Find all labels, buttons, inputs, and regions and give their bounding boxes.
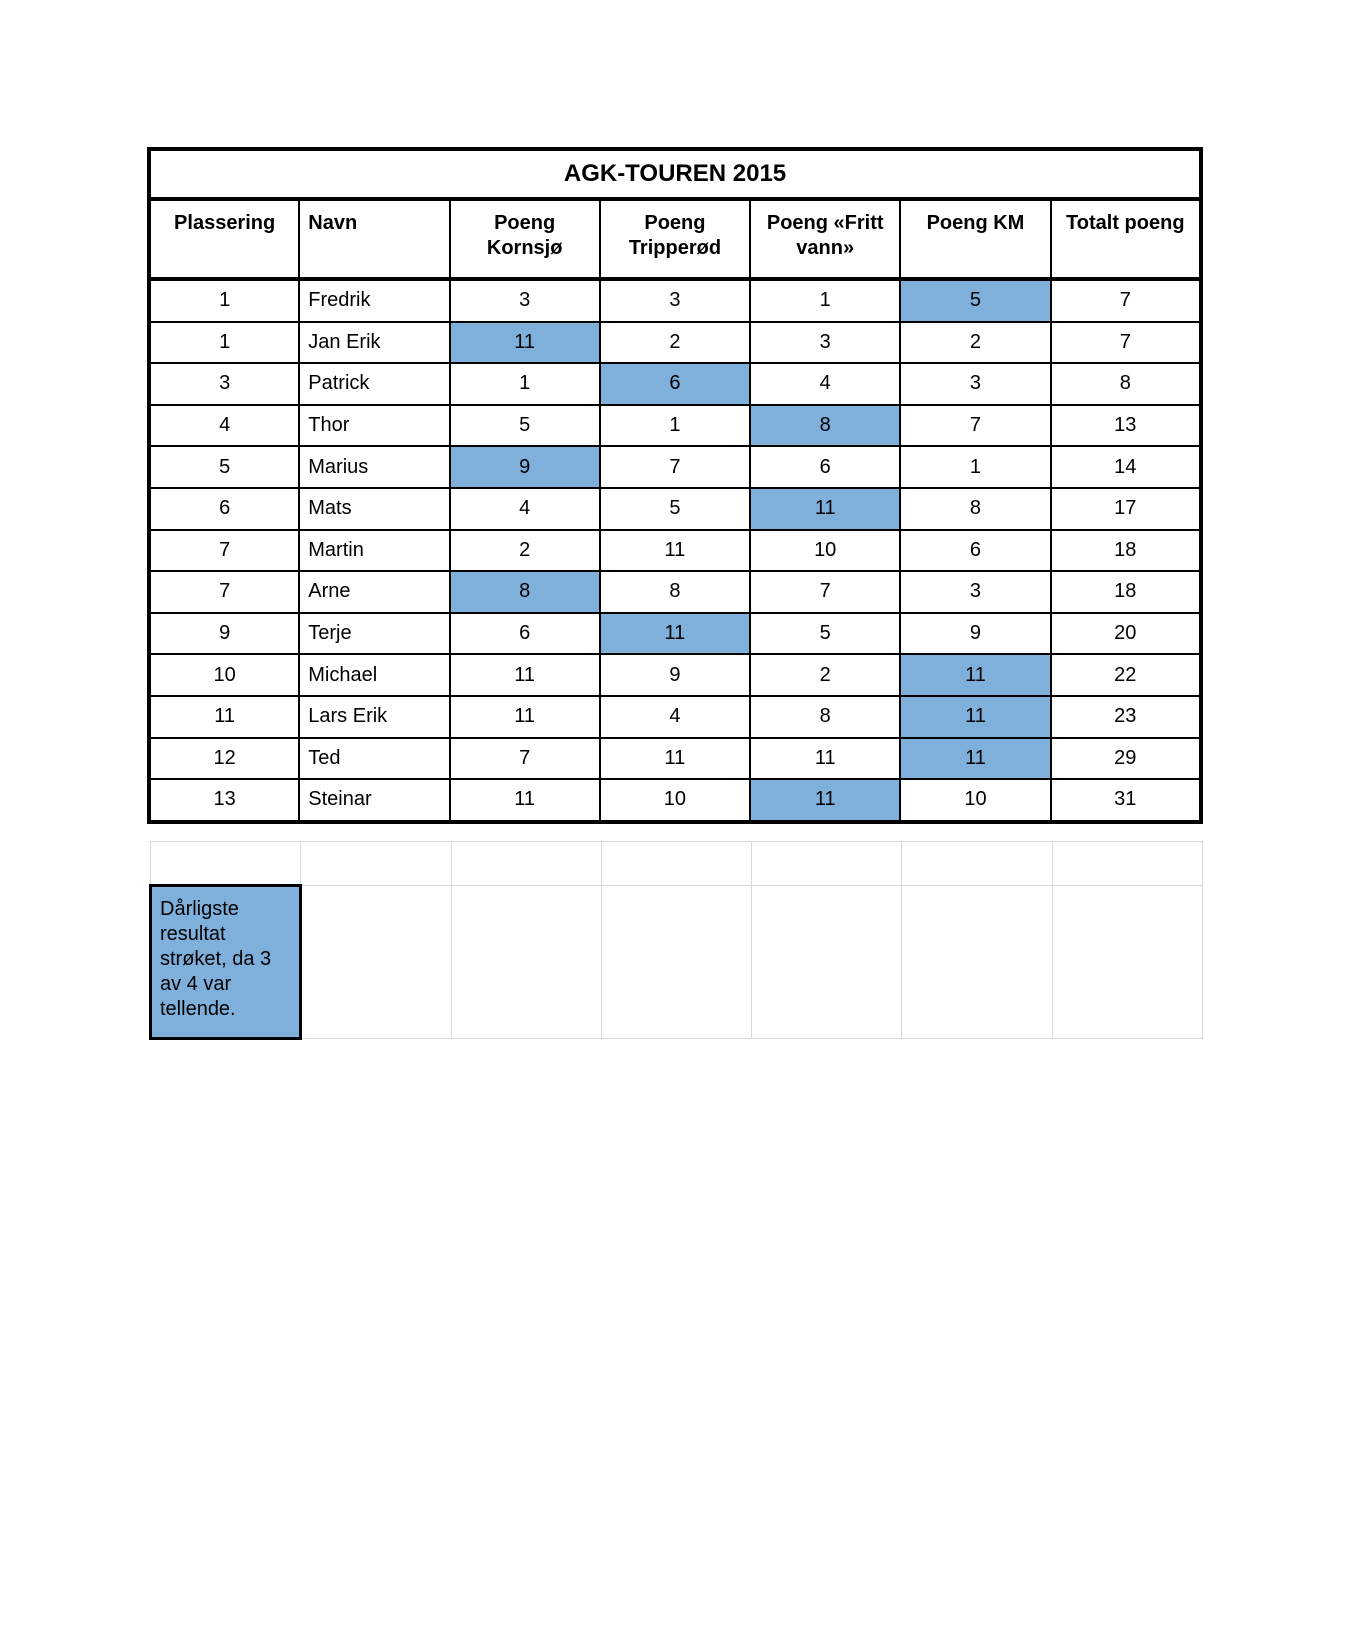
table-row [149,446,1201,488]
table-row [149,530,1201,572]
cell-poeng-km: 11 [900,738,1050,780]
table-row [149,363,1201,405]
legend-line: tellende. [160,998,236,1020]
empty-cell [1052,842,1202,886]
cell-navn: Steinar [299,779,449,822]
cell-navn: Terje [299,613,449,655]
cell-poeng-kornsjo: 11 [450,322,600,364]
table-row [149,779,1201,822]
cell-poeng-kornsjo: 11 [450,654,600,696]
cell-totalt-poeng: 13 [1051,405,1201,447]
cell-poeng-tripperod: 3 [600,279,750,322]
header-poeng-kornsjo [450,199,600,279]
header-line: vann» [796,237,855,259]
cell-totalt-poeng: 31 [1051,779,1201,822]
cell-poeng-fritt-vann: 8 [750,405,900,447]
legend-line: av 4 var [160,973,232,995]
cell-plassering: 7 [149,530,299,572]
cell-navn: Martin [299,530,449,572]
cell-totalt-poeng: 18 [1051,571,1201,613]
legend-grid [149,841,1203,1040]
cell-plassering: 7 [149,571,299,613]
cell-poeng-kornsjo: 2 [450,530,600,572]
cell-poeng-kornsjo: 8 [450,571,600,613]
cell-navn: Lars Erik [299,696,449,738]
table-row [149,488,1201,530]
empty-cell [902,886,1052,1039]
cell-poeng-km: 3 [900,363,1050,405]
cell-poeng-km: 11 [900,696,1050,738]
cell-poeng-fritt-vann: 2 [750,654,900,696]
cell-plassering: 6 [149,488,299,530]
cell-totalt-poeng: 8 [1051,363,1201,405]
cell-navn: Ted [299,738,449,780]
header-plassering: Plassering [149,199,299,279]
cell-poeng-kornsjo: 4 [450,488,600,530]
cell-poeng-tripperod: 7 [600,446,750,488]
legend-line: strøket, da 3 [160,948,272,970]
cell-plassering: 1 [149,322,299,364]
table-row [149,613,1201,655]
table-row [149,322,1201,364]
cell-navn: Thor [299,405,449,447]
cell-poeng-kornsjo: 11 [450,696,600,738]
cell-navn: Marius [299,446,449,488]
cell-plassering: 12 [149,738,299,780]
table-row [149,738,1201,780]
header-poeng-km: Poeng KM [900,199,1050,279]
cell-navn: Jan Erik [299,322,449,364]
cell-totalt-poeng: 18 [1051,530,1201,572]
cell-totalt-poeng: 14 [1051,446,1201,488]
cell-poeng-kornsjo: 7 [450,738,600,780]
empty-cell [451,886,601,1039]
cell-poeng-fritt-vann: 5 [750,613,900,655]
cell-totalt-poeng: 7 [1051,322,1201,364]
cell-poeng-tripperod: 4 [600,696,750,738]
cell-poeng-fritt-vann: 3 [750,322,900,364]
cell-poeng-km: 5 [900,279,1050,322]
cell-poeng-kornsjo: 5 [450,405,600,447]
cell-navn: Arne [299,571,449,613]
empty-cell [151,842,301,886]
cell-plassering: 10 [149,654,299,696]
cell-poeng-kornsjo: 3 [450,279,600,322]
table-row [149,696,1201,738]
cell-poeng-fritt-vann: 4 [750,363,900,405]
header-poeng-tripperod [600,199,750,279]
cell-poeng-fritt-vann: 1 [750,279,900,322]
header-line: Kornsjø [486,237,563,259]
cell-navn: Mats [299,488,449,530]
cell-poeng-km: 1 [900,446,1050,488]
table-row [149,654,1201,696]
cell-plassering: 9 [149,613,299,655]
cell-poeng-tripperod: 9 [600,654,750,696]
cell-poeng-km: 6 [900,530,1050,572]
cell-poeng-fritt-vann: 6 [750,446,900,488]
cell-poeng-km: 9 [900,613,1050,655]
cell-poeng-tripperod: 10 [600,779,750,822]
empty-cell [601,842,751,886]
empty-cell [301,842,451,886]
table-row [149,405,1201,447]
table-row [149,571,1201,613]
cell-poeng-fritt-vann: 11 [750,738,900,780]
cell-poeng-fritt-vann: 11 [750,779,900,822]
cell-navn: Fredrik [299,279,449,322]
header-navn: Navn [299,199,449,279]
cell-poeng-tripperod: 1 [600,405,750,447]
cell-poeng-tripperod: 11 [600,530,750,572]
header-line: Poeng [644,212,706,234]
header-line: Poeng «Fritt [766,212,884,234]
table-row [149,279,1201,322]
cell-poeng-tripperod: 2 [600,322,750,364]
cell-poeng-km: 2 [900,322,1050,364]
cell-poeng-kornsjo: 6 [450,613,600,655]
cell-totalt-poeng: 7 [1051,279,1201,322]
cell-totalt-poeng: 17 [1051,488,1201,530]
cell-totalt-poeng: 23 [1051,696,1201,738]
cell-poeng-km: 10 [900,779,1050,822]
header-totalt-poeng: Totalt poeng [1051,199,1201,279]
cell-plassering: 13 [149,779,299,822]
empty-cell [301,886,451,1039]
header-line: Tripperød [628,237,722,259]
cell-plassering: 11 [149,696,299,738]
cell-poeng-kornsjo: 11 [450,779,600,822]
cell-plassering: 5 [149,446,299,488]
empty-cell [601,886,751,1039]
cell-poeng-kornsjo: 9 [450,446,600,488]
empty-cell [752,886,902,1039]
cell-poeng-fritt-vann: 7 [750,571,900,613]
results-table [147,147,1203,824]
empty-cell [451,842,601,886]
legend-line: resultat [160,923,226,945]
empty-cell [1052,886,1202,1039]
cell-poeng-tripperod: 5 [600,488,750,530]
cell-poeng-tripperod: 11 [600,738,750,780]
cell-poeng-kornsjo: 1 [450,363,600,405]
header-line: Poeng [494,212,556,234]
cell-totalt-poeng: 22 [1051,654,1201,696]
table-title: AGK-TOUREN 2015 [149,149,1201,199]
cell-plassering: 1 [149,279,299,322]
results-body [149,279,1201,822]
cell-poeng-tripperod: 8 [600,571,750,613]
cell-poeng-tripperod: 11 [600,613,750,655]
cell-poeng-km: 8 [900,488,1050,530]
legend-note [151,886,301,1039]
legend-line: Dårligste [160,898,239,920]
cell-totalt-poeng: 20 [1051,613,1201,655]
cell-plassering: 3 [149,363,299,405]
cell-poeng-tripperod: 6 [600,363,750,405]
cell-poeng-km: 3 [900,571,1050,613]
cell-navn: Michael [299,654,449,696]
cell-plassering: 4 [149,405,299,447]
cell-poeng-km: 7 [900,405,1050,447]
cell-poeng-fritt-vann: 10 [750,530,900,572]
cell-poeng-fritt-vann: 11 [750,488,900,530]
cell-poeng-km: 11 [900,654,1050,696]
header-poeng-fritt-vann [750,199,900,279]
empty-cell [902,842,1052,886]
cell-poeng-fritt-vann: 8 [750,696,900,738]
empty-cell [752,842,902,886]
cell-totalt-poeng: 29 [1051,738,1201,780]
cell-navn: Patrick [299,363,449,405]
